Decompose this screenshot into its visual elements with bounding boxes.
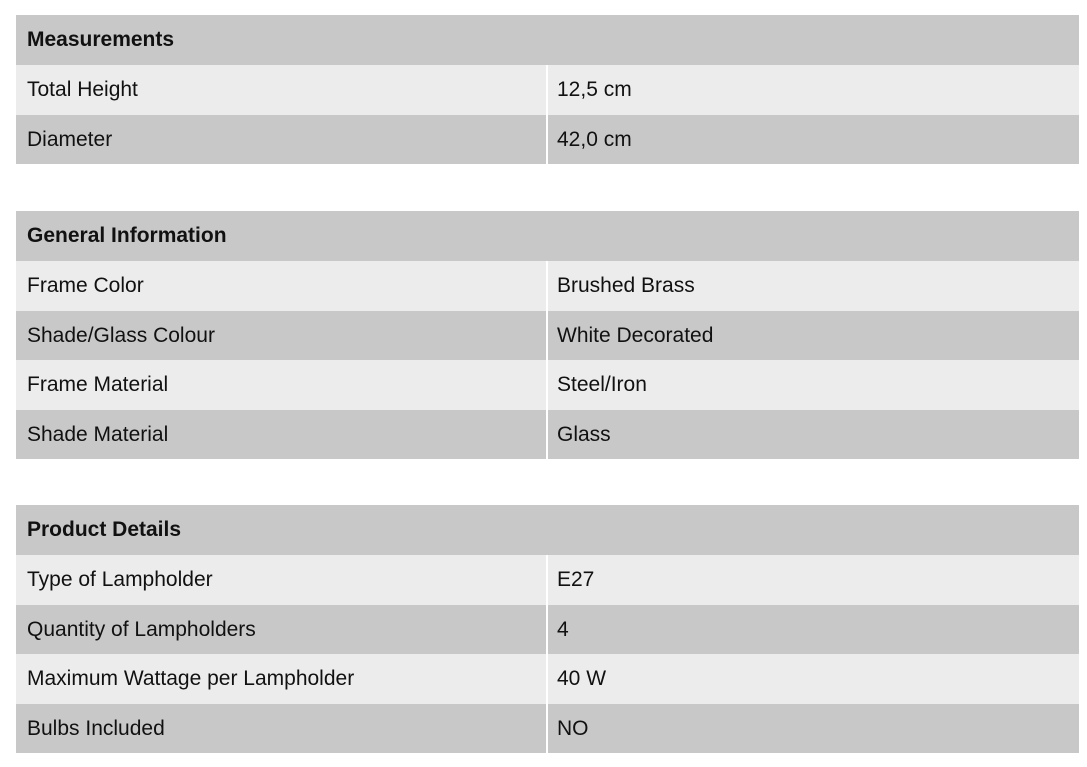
spec-value: 42,0 cm xyxy=(547,115,1079,165)
measurements-header-row xyxy=(16,15,1079,65)
table-row xyxy=(16,410,1079,460)
table-row xyxy=(16,704,1079,754)
spec-value: Glass xyxy=(547,410,1079,460)
general-information-title: General Information xyxy=(16,211,1079,261)
spec-label: Shade Material xyxy=(16,410,547,460)
spec-label: Bulbs Included xyxy=(16,704,547,754)
spec-value: Steel/Iron xyxy=(547,360,1079,410)
general-information-header-row xyxy=(16,211,1079,261)
spec-value: 12,5 cm xyxy=(547,65,1079,115)
spec-label: Frame Material xyxy=(16,360,547,410)
spec-label: Shade/Glass Colour xyxy=(16,311,547,361)
spec-value: White Decorated xyxy=(547,311,1079,361)
product-details-title: Product Details xyxy=(16,505,1079,555)
spec-value: 4 xyxy=(547,605,1079,655)
table-row xyxy=(16,360,1079,410)
general-information-table xyxy=(16,211,1079,459)
spec-label: Frame Color xyxy=(16,261,547,311)
spec-value: NO xyxy=(547,704,1079,754)
table-row xyxy=(16,605,1079,655)
table-row xyxy=(16,261,1079,311)
product-details-header-row xyxy=(16,505,1079,555)
spec-label: Maximum Wattage per Lampholder xyxy=(16,654,547,704)
table-row xyxy=(16,654,1079,704)
product-details-table xyxy=(16,505,1079,753)
measurements-title: Measurements xyxy=(16,15,1079,65)
spec-value: Brushed Brass xyxy=(547,261,1079,311)
spec-label: Diameter xyxy=(16,115,547,165)
spec-label: Type of Lampholder xyxy=(16,555,547,605)
spec-label: Quantity of Lampholders xyxy=(16,605,547,655)
table-row xyxy=(16,555,1079,605)
table-row xyxy=(16,115,1079,165)
table-row xyxy=(16,311,1079,361)
table-row xyxy=(16,65,1079,115)
spec-value: E27 xyxy=(547,555,1079,605)
spec-value: 40 W xyxy=(547,654,1079,704)
measurements-table xyxy=(16,15,1079,164)
spec-label: Total Height xyxy=(16,65,547,115)
